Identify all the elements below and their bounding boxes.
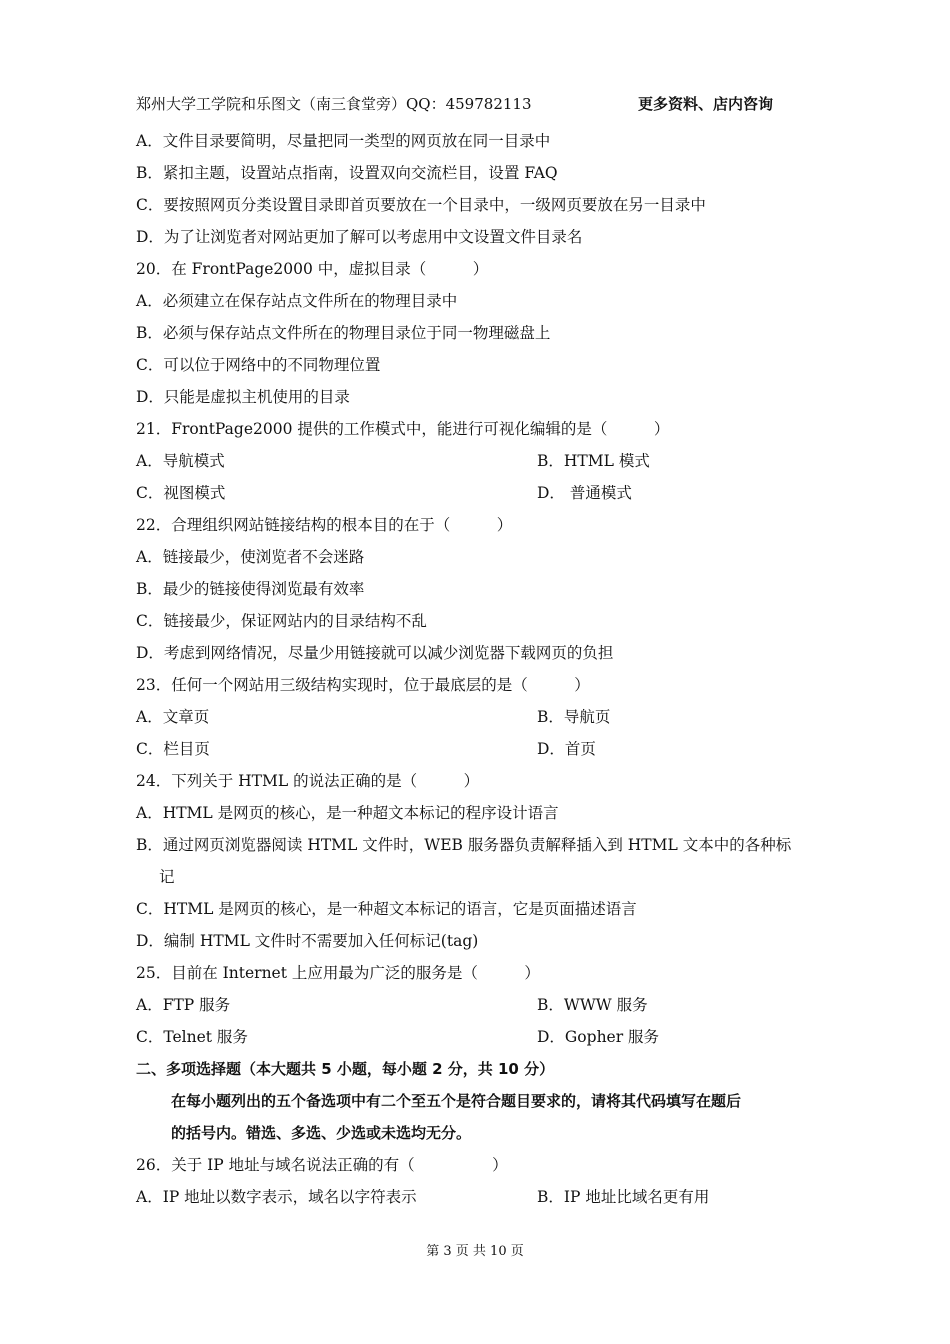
text-line: 26．关于 IP 地址与域名说法正确的有（ ） (136, 1156, 508, 1174)
text-line: C．链接最少，保证网站内的目录结构不乱 (136, 612, 427, 630)
option-left: A．导航模式 (136, 452, 225, 470)
text-line: A．链接最少，使浏览者不会迷路 (136, 548, 365, 566)
section-instruction: 的括号内。错选、多选、少选或未选均无分。 (171, 1124, 472, 1142)
text-line: A．HTML 是网页的核心，是一种超文本标记的程序设计语言 (136, 804, 559, 822)
text-line: A．文件目录要简明，尽量把同一类型的网页放在同一目录中 (136, 132, 551, 150)
text-line: B．最少的链接使得浏览最有效率 (136, 580, 365, 598)
option-right: B．HTML 模式 (537, 452, 650, 470)
option-left: C．栏目页 (136, 740, 210, 758)
option-left: C．Telnet 服务 (136, 1028, 248, 1046)
continued-line: 记 (159, 868, 175, 886)
option-row (136, 1021, 826, 1053)
text-line: D．只能是虚拟主机使用的目录 (136, 388, 350, 406)
section-instruction: 在每小题列出的五个备选项中有二个至五个是符合题目要求的，请将其代码填写在题后 (171, 1092, 742, 1110)
text-line: 23．任何一个网站用三级结构实现时，位于最底层的是（ ） (136, 676, 590, 694)
option-right: B．IP 地址比域名更有用 (537, 1188, 710, 1206)
header-contact-note: 更多资料、店内咨询 (638, 95, 774, 113)
option-right: B．WWW 服务 (537, 996, 648, 1014)
text-line: C．可以位于网络中的不同物理位置 (136, 356, 381, 374)
option-row (136, 733, 826, 765)
option-left: C．视图模式 (136, 484, 226, 502)
option-left: A．FTP 服务 (136, 996, 231, 1014)
text-line: D．编制 HTML 文件时不需要加入任何标记(tag) (136, 932, 479, 950)
text-line: C．要按照网页分类设置目录即首页要放在一个目录中，一级网页要放在另一目录中 (136, 196, 706, 214)
option-right: D．首页 (537, 740, 596, 758)
option-row (136, 477, 826, 509)
exam-content (136, 125, 826, 1213)
text-line: B．紧扣主题，设置站点指南，设置双向交流栏目，设置 FAQ (136, 164, 558, 182)
option-left: A．IP 地址以数字表示，域名以字符表示 (136, 1188, 417, 1206)
text-line: 22．合理组织网站链接结构的根本目的在于（ ） (136, 516, 513, 534)
text-line: B．通过网页浏览器阅读 HTML 文件时，WEB 服务器负责解释插入到 HTML 文本中的各种标 (136, 836, 792, 854)
option-right: D．Gopher 服务 (537, 1028, 660, 1046)
text-line: C．HTML 是网页的核心，是一种超文本标记的语言，它是页面描述语言 (136, 900, 637, 918)
section-heading: 二、多项选择题（本大题共 5 小题，每小题 2 分，共 10 分） (136, 1060, 555, 1078)
option-row (136, 1181, 826, 1213)
text-line: B．必须与保存站点文件所在的物理目录位于同一物理磁盘上 (136, 324, 551, 342)
text-line: A．必须建立在保存站点文件所在的物理目录中 (136, 292, 458, 310)
header-shop-info: 郑州大学工学院和乐图文（南三食堂旁）QQ：459782113 (136, 95, 532, 113)
text-line: 24．下列关于 HTML 的说法正确的是（ ） (136, 772, 480, 790)
text-line: 21．FrontPage2000 提供的工作模式中，能进行可视化编辑的是（ ） (136, 420, 670, 438)
option-right: B．导航页 (537, 708, 611, 726)
option-row (136, 445, 826, 477)
text-line: 20．在 FrontPage2000 中，虚拟目录（ ） (136, 260, 489, 278)
option-right: D． 普通模式 (537, 484, 632, 502)
page-header (136, 92, 816, 116)
text-line: 25．目前在 Internet 上应用最为广泛的服务是（ ） (136, 964, 540, 982)
option-row (136, 989, 826, 1021)
text-line: D．考虑到网络情况，尽量少用链接就可以减少浏览器下载网页的负担 (136, 644, 614, 662)
text-line: D．为了让浏览者对网站更加了解可以考虑用中文设置文件目录名 (136, 228, 583, 246)
option-left: A．文章页 (136, 708, 210, 726)
option-row (136, 701, 826, 733)
page-footer: 第 3 页 共 10 页 (426, 1244, 524, 1259)
